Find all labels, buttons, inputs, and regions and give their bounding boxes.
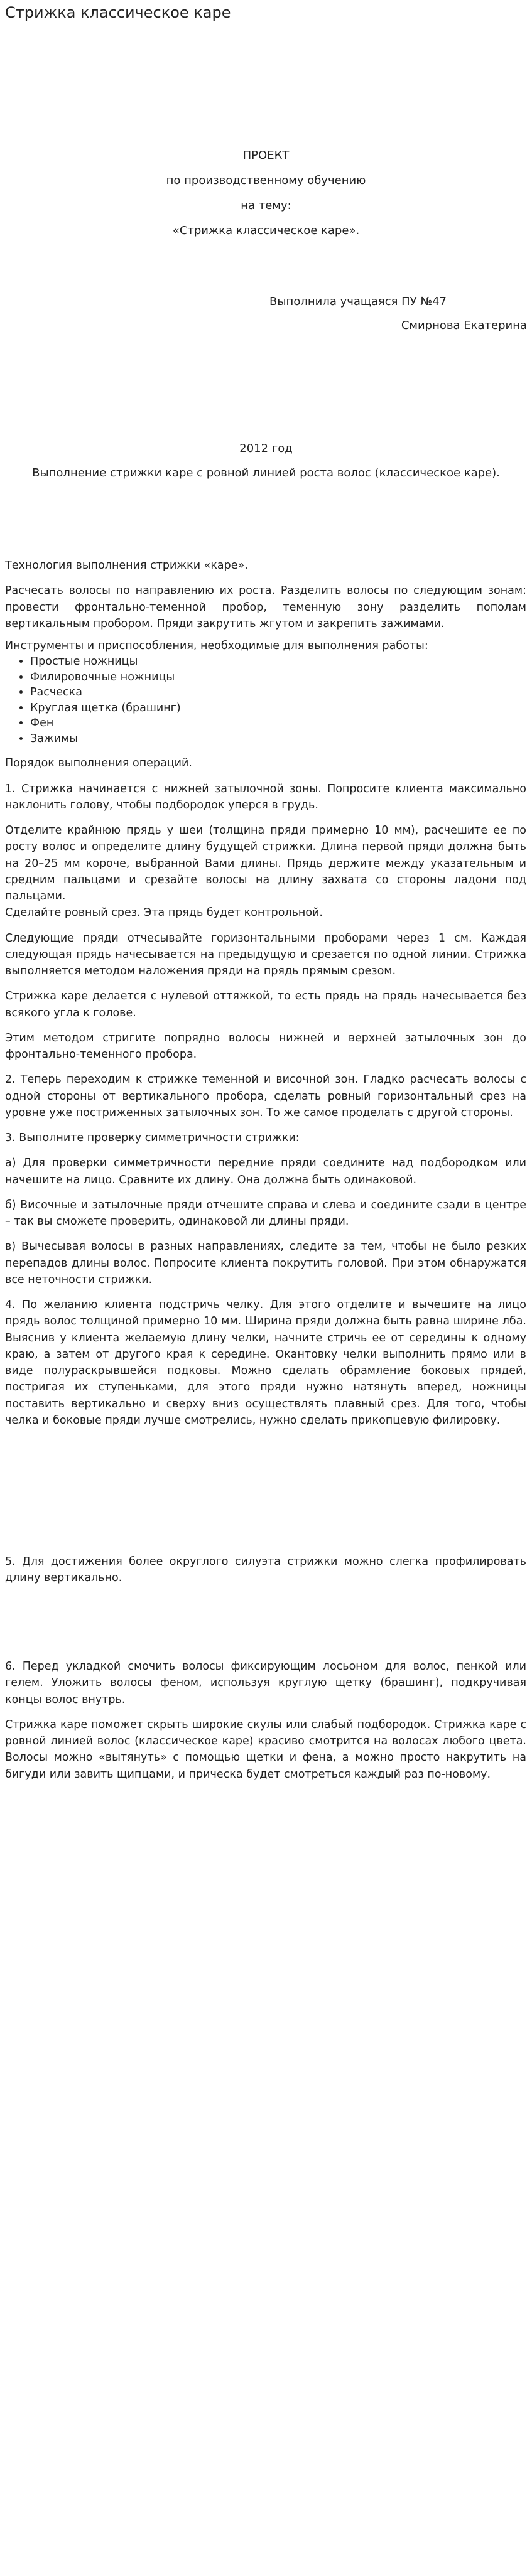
section-tools bbox=[5, 638, 526, 1437]
operations-step-1-method: Этим методом стригите попрядно волосы нижней и верхней затылочных зон до фронтально-теменного пробора. bbox=[5, 1031, 526, 1061]
operations-step-3: 3. Выполните проверку симметричности стрижки: bbox=[5, 1132, 300, 1144]
section-step-5 bbox=[5, 1554, 526, 1596]
tools-item: • Зажимы bbox=[30, 731, 526, 747]
operations-step-2: 2. Теперь переходим к стрижке теменной и височной зон. Гладко расчесать волосы с одной стороны от вертикального пробора, сделать ровный горизонтальный срез на уровне уже постриженных затылочных зон. То же самое проделать с другой стороны. bbox=[5, 1073, 526, 1119]
operations-step-1: 1. Стрижка начинается с нижней затылочной зоны. Попросите клиента максимально наклонить голову, чтобы подбородок уперся в грудь. bbox=[5, 782, 526, 812]
cover-subtitle: Выполнение стрижки каре с ровной линией роста волос (классическое каре). bbox=[32, 466, 500, 480]
tools-item: • Фен bbox=[30, 716, 526, 731]
section-step-6 bbox=[5, 1658, 526, 1791]
cover-line-2: по производственному обучению bbox=[166, 174, 366, 187]
operations-step-5: 5. Для достижения более округлого силуэта стрижки можно слегка профилировать длину вертикально. bbox=[5, 1555, 526, 1585]
operations-step-3a: а) Для проверки симметричности передние пряди соедините над подбородком или начешите на лицо. Сравните их длину. Она должна быть одинаковой. bbox=[5, 1157, 526, 1186]
operations-step-1-control: Сделайте ровный срез. Эта прядь будет контрольной. bbox=[5, 906, 323, 920]
operations-step-3c: в) Вычесывая волосы в разных направлениях, следите за тем, чтобы не было резких перепадов длины волос. Попросите клиента покрутить головой. При этом обнаружатся все неточности стрижки. bbox=[5, 1240, 526, 1286]
tools-item: • Круглая щетка (брашинг) bbox=[30, 700, 526, 716]
tools-item: • Расческа bbox=[30, 685, 526, 700]
tools-item: • Филировочные ножницы bbox=[30, 670, 526, 685]
technology-heading: Технология выполнения стрижки «каре». bbox=[5, 559, 248, 572]
cover-author-line-1: Выполнила учащаяся ПУ №47 bbox=[269, 295, 447, 308]
cover-line-3: на тему: bbox=[241, 199, 291, 212]
cover-topic: «Стрижка классическое каре». bbox=[172, 224, 360, 237]
operations-step-1-layers: Следующие пряди отчесывайте горизонтальными проборами через 1 см. Каждая следующая прядь начесывается на предыдущую и срезается по одной линии. Стрижка выполняется методом наложения пряди на прядь прямым срезом. bbox=[5, 931, 526, 977]
cover-author-name: Смирнова Екатерина bbox=[401, 319, 527, 332]
technology-paragraph: Расчесать волосы по направлению их роста. Разделить волосы по следующим зонам: провести фронтально-теменной пробор, теменную зону разделить пополам вертикальным пробором. Пряди закрутить жгутом и закрепить зажимами. bbox=[5, 584, 526, 630]
operations-heading: Порядок выполнения операций. bbox=[5, 757, 192, 770]
tools-item: • Простые ножницы bbox=[30, 654, 526, 670]
section-technology bbox=[5, 557, 526, 641]
cover-year: 2012 год bbox=[239, 442, 293, 455]
document-title: Стрижка классическое каре bbox=[5, 4, 231, 21]
operations-step-1-zero-tension: Стрижка каре делается с нулевой оттяжкой, то есть прядь на прядь начесывается без всякого угла к голове. bbox=[5, 990, 526, 1019]
operations-step-1-detail: Отделите крайнюю прядь у шеи (толщина пряди примерно 10 мм), расчешите ее по росту волос и определите длину будущей стрижки. Длина первой пряди должна быть на 20–25 мм короче, выбранной Вами длины. Прядь держите между указательным и средним пальцами и срезайте волосы на длину захвата со стороны ладони под пальцами. bbox=[5, 824, 526, 903]
tools-heading: Инструменты и приспособления, необходимые для выполнения работы: bbox=[5, 640, 428, 652]
operations-step-4: 4. По желанию клиента подстричь челку. Для этого отделите и вычешите на лицо прядь волос толщиной примерно 10 мм. Ширина пряди должна быть равна ширине лба. Выяснив у клиента желаемую длину челки, начните стричь ее от середины к одному краю, а затем от другого края к середине. Окантовку челки выполнить прямо или в виде полураскрывшейся подковы. Можно сделать обрамление боковых прядей, постригая их ступеньками, для этого пряди нужно натянуть вперед, ножницы поставить вертикально и сверху вниз осуществлять плавный срез. Для того, чтобы челка и боковые пряди лучше смотрелись, нужно сделать прикопцевую филировку. bbox=[5, 1299, 526, 1427]
operations-step-3b: б) Височные и затылочные пряди отчешите справа и слева и соедините сзади в центре – так вы сможете проверить, одинаковой ли длины пряди. bbox=[5, 1198, 526, 1228]
operations-step-6: 6. Перед укладкой смочить волосы фиксирующим лосьоном для волос, пенкой или гелем. Уложить волосы феном, используя круглую щетку (брашинг), подкручивая концы волос внутрь. bbox=[5, 1660, 526, 1706]
cover-project: ПРОЕКТ bbox=[242, 149, 290, 162]
tools-list bbox=[5, 654, 526, 746]
conclusion-paragraph: Стрижка каре поможет скрыть широкие скулы или слабый подбородок. Стрижка каре с ровной линией волос (классическое каре) красиво смотрится на волосах любого цвета. Волосы можно «вытянуть» с помощью щетки и фена, а можно просто накрутить на бигуди или завить щипцами, и прическа будет смотреться каждый раз по-новому. bbox=[5, 1718, 526, 1781]
